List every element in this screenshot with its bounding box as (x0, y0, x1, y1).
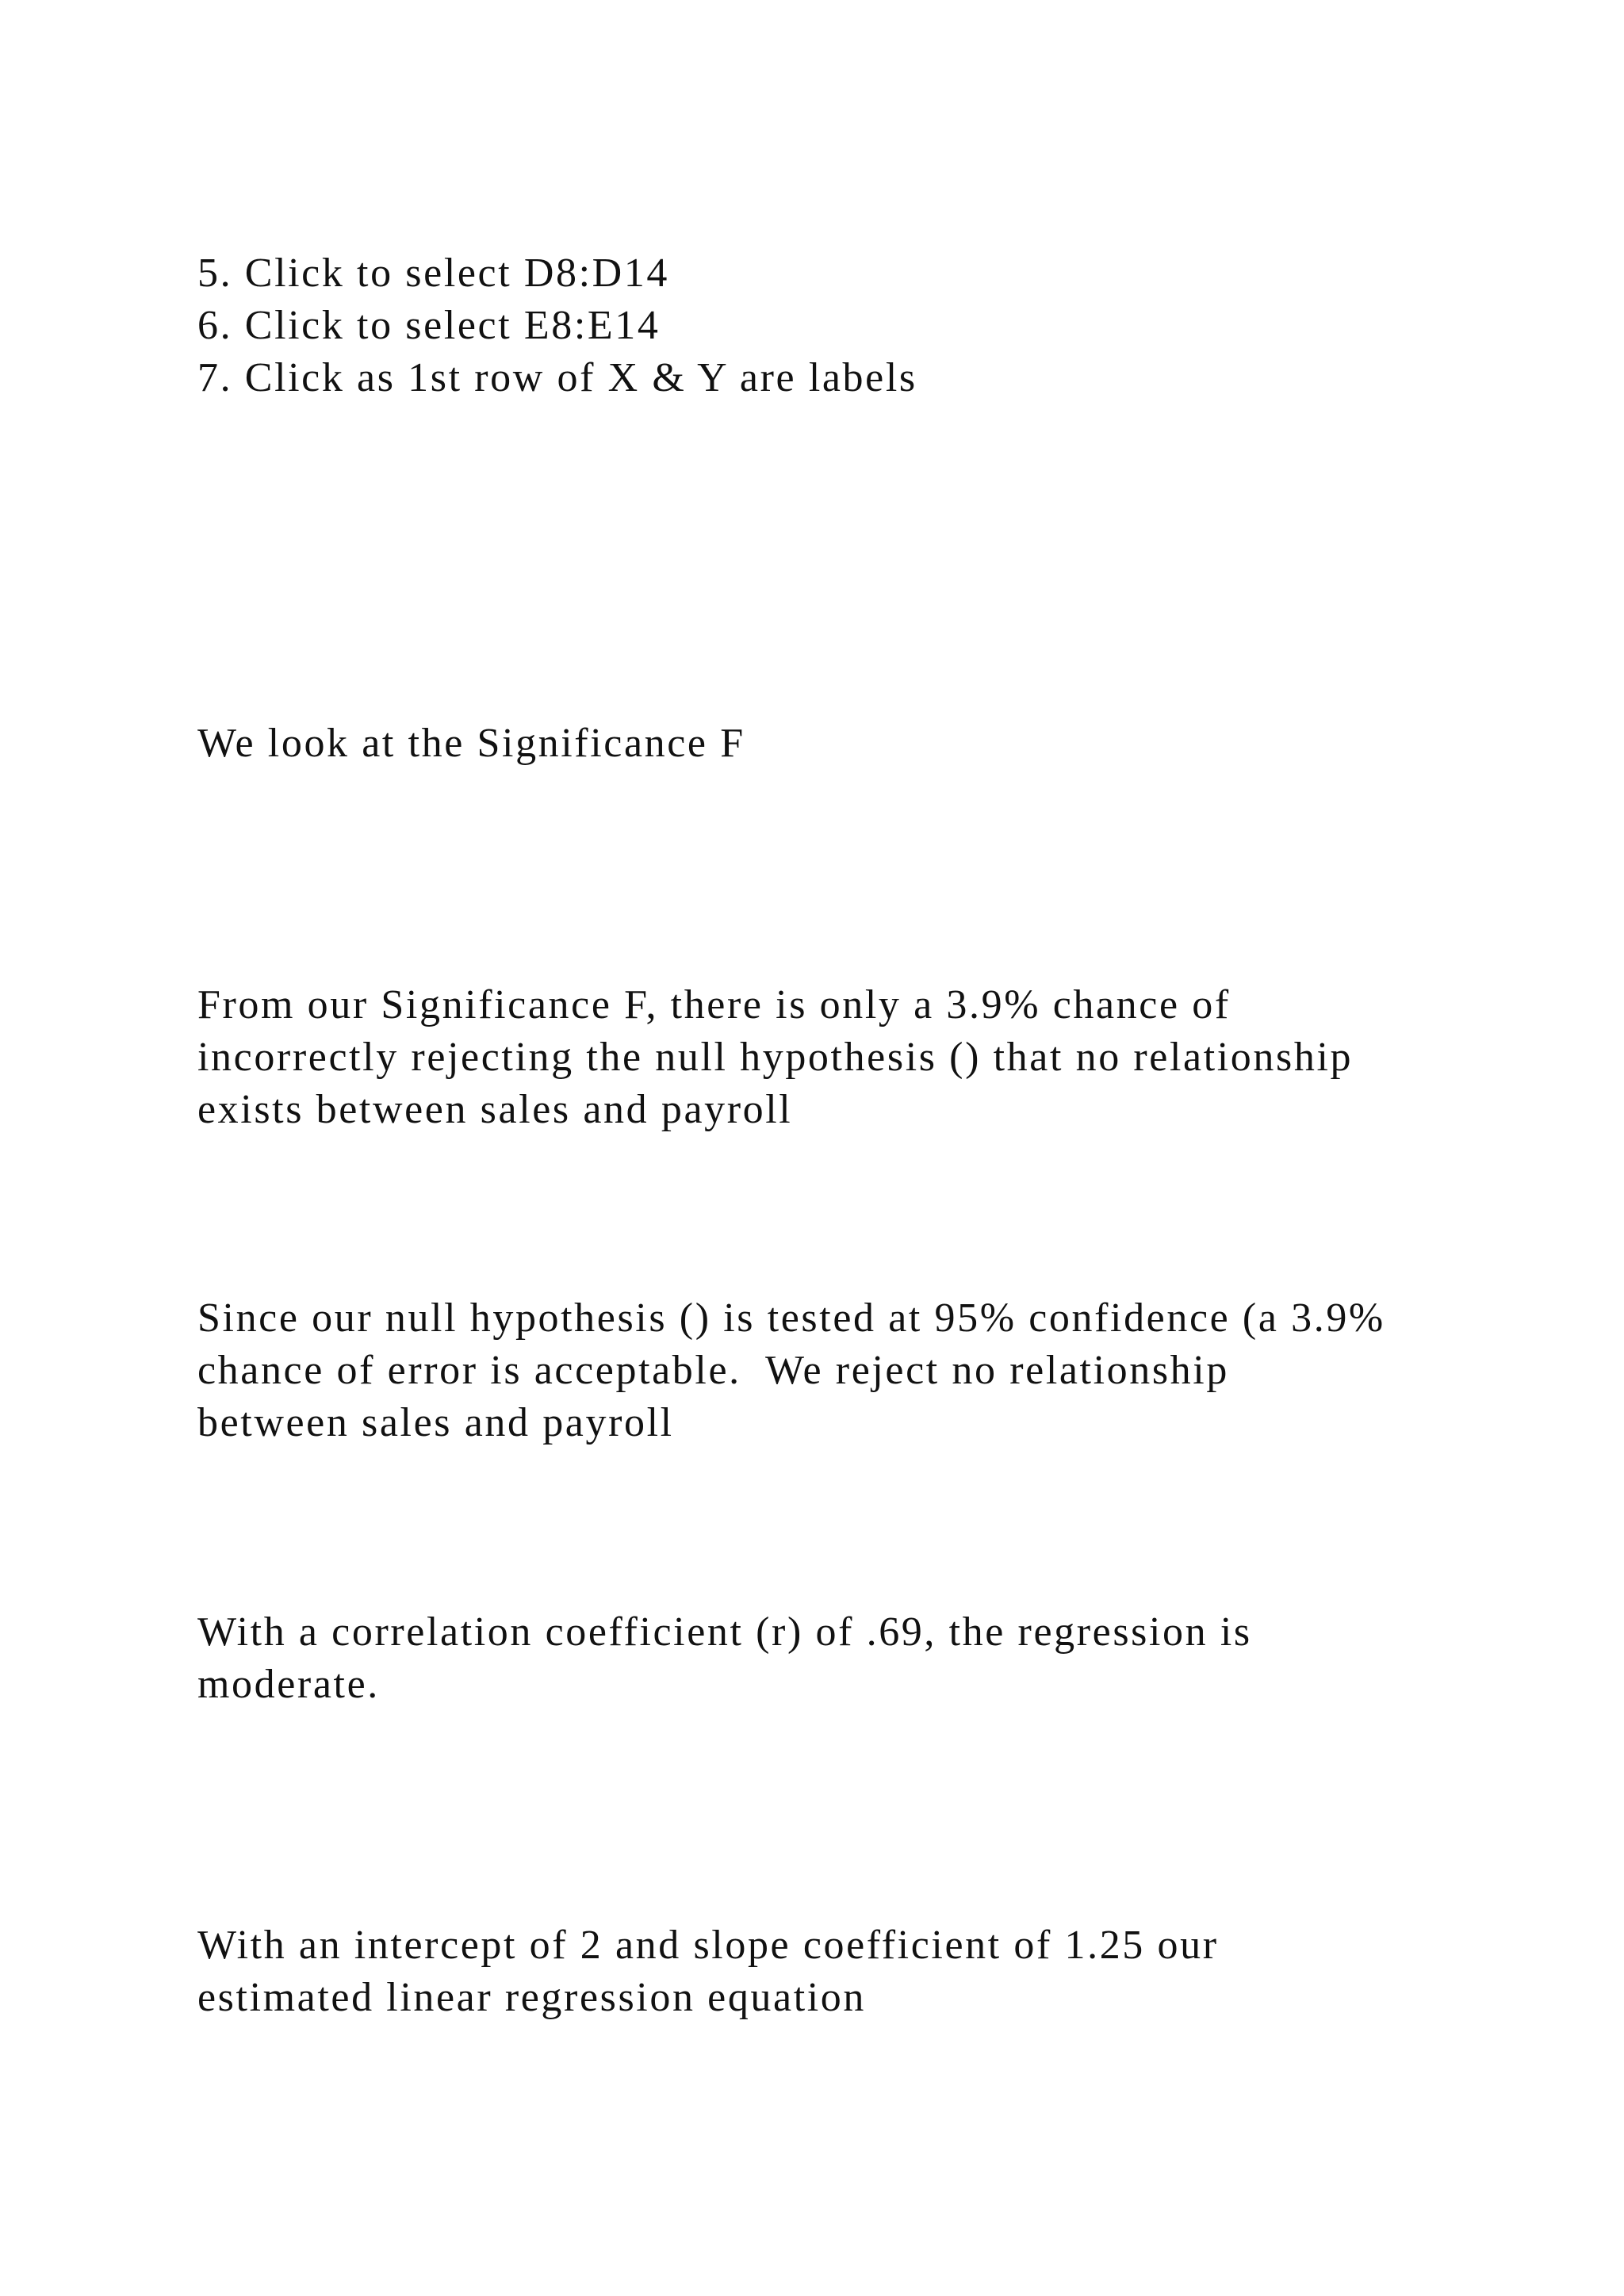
paragraph-3-line-3: between sales and payroll (197, 1400, 674, 1445)
paragraph-2-line-3: exists between sales and payroll (197, 1087, 793, 1132)
paragraph-3-line-2: chance of error is acceptable. We reject no relationship (197, 1348, 1229, 1393)
paragraph-4-line-2: moderate. (197, 1662, 380, 1707)
significance-f-text: We look at the Significance F (197, 721, 745, 766)
paragraph-4-line-1: With a correlation coefficient (r) of .69, the regression is (197, 1609, 1252, 1655)
paragraph-5-line-1: With an intercept of 2 and slope coefficient of 1.25 our (197, 1923, 1219, 1968)
step-6-text: 6. Click to select E8:E14 (197, 303, 661, 348)
step-7-text: 7. Click as 1st row of X & Y are labels (197, 355, 917, 400)
paragraph-2-line-1: From our Significance F, there is only a 3.9% chance of (197, 982, 1231, 1027)
step-5-text: 5. Click to select D8:D14 (197, 251, 670, 296)
paragraph-5-line-2: estimated linear regression equation (197, 1975, 867, 2020)
paragraph-3-line-1: Since our null hypothesis () is tested at 95% confidence (a 3.9% (197, 1295, 1385, 1341)
paragraph-2-line-2: incorrectly rejecting the null hypothesis () that no relationship (197, 1035, 1354, 1080)
